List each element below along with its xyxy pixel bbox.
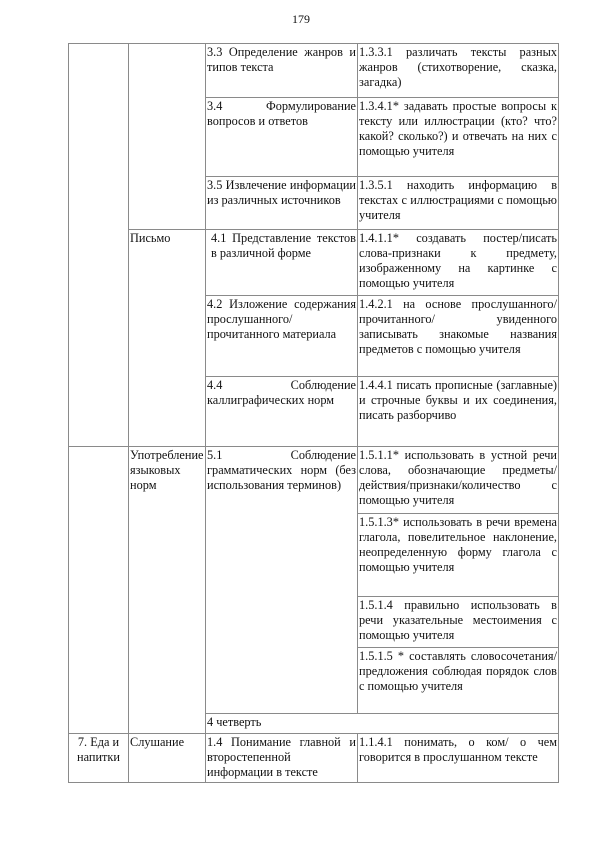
objective-cell: 1.4.1.1* создавать постер/писать слова-признаки к предмету, изображенному на картинке с помощью учителя bbox=[359, 231, 557, 290]
table-border-top bbox=[68, 43, 559, 44]
skill-cell: 4.2 Изложение содержания прослушанного/прочитанного материала bbox=[207, 297, 356, 341]
section-cell: Употребление языковых норм bbox=[130, 448, 204, 492]
skill-cell: 1.4 Понимание главной и второстепенной информации в тексте bbox=[207, 735, 356, 779]
skill-cell: 5.1 Соблюдение грамматических норм (без использования терминов) bbox=[207, 448, 356, 492]
col-divider-1 bbox=[128, 43, 129, 783]
skill-cell: 3.3 Определение жанров и типов текста bbox=[207, 45, 356, 74]
objective-cell: 1.5.1.3* использовать в речи времена глагола, повелительное наклонение, неопределенную форму глагола с помощью учителя bbox=[359, 515, 557, 574]
objective-cell: 1.3.3.1 различать тексты разных жанров (стихотворение, сказка, загадка) bbox=[359, 45, 557, 89]
table-border-bottom bbox=[68, 782, 559, 783]
topic-cell: 7. Еда и напитки bbox=[77, 735, 120, 764]
objective-cell: 1.5.1.4 правильно использовать в речи указательные местоимения с помощью учителя bbox=[359, 598, 557, 642]
col-divider-2 bbox=[205, 43, 206, 783]
objective-cell: 1.4.4.1 писать прописные (заглавные) и строчные буквы и их соединения, писать разборчиво bbox=[359, 378, 557, 422]
row-divider bbox=[205, 97, 559, 98]
table-border-left bbox=[68, 43, 69, 783]
row-divider bbox=[68, 446, 559, 447]
skill-cell: 3.4 Формулирование вопросов и ответов bbox=[207, 99, 356, 128]
table-border-right bbox=[558, 43, 559, 783]
row-divider bbox=[205, 713, 559, 714]
objective-cell: 1.3.5.1 находить информацию в текстах с иллюстрациями с помощью учителя bbox=[359, 178, 557, 222]
skill-cell: 3.5 Извлечение информации из различных источников bbox=[207, 178, 356, 207]
quarter-label: 4 четверть bbox=[207, 715, 262, 729]
page-number: 179 bbox=[292, 12, 310, 26]
objective-cell: 1.4.2.1 на основе прослушанного/ прочитанного/ увиденного записывать знакомые названия предметов с помощью учителя bbox=[359, 297, 557, 356]
section-cell: Письмо bbox=[130, 231, 171, 245]
row-divider bbox=[357, 647, 559, 648]
objective-cell: 1.5.1.1* использовать в устной речи слова, обозначающие предметы/действия/признаки/количество с помощью учителя bbox=[359, 448, 557, 507]
objective-cell: 1.5.1.5 * составлять словосочетания/ предложения соблюдая порядок слов с помощью учителя bbox=[359, 649, 557, 693]
objective-cell: 1.1.4.1 понимать, о ком/ о чем говорится в прослушанном тексте bbox=[359, 735, 557, 764]
row-divider bbox=[205, 376, 559, 377]
objective-cell: 1.3.4.1* задавать простые вопросы к тексту или иллюстрации (кто? что? какой? сколько?) и отвечать на них с помощью учителя bbox=[359, 99, 557, 158]
row-divider bbox=[128, 229, 559, 230]
row-divider bbox=[357, 596, 559, 597]
row-divider bbox=[357, 513, 559, 514]
row-divider bbox=[68, 733, 559, 734]
section-cell: Слушание bbox=[130, 735, 185, 749]
skill-cell: 4.4 Соблюдение каллиграфических норм bbox=[207, 378, 356, 407]
skill-cell: 4.1 Представление текстов в различной форме bbox=[211, 231, 356, 260]
row-divider bbox=[205, 295, 559, 296]
row-divider bbox=[205, 176, 559, 177]
